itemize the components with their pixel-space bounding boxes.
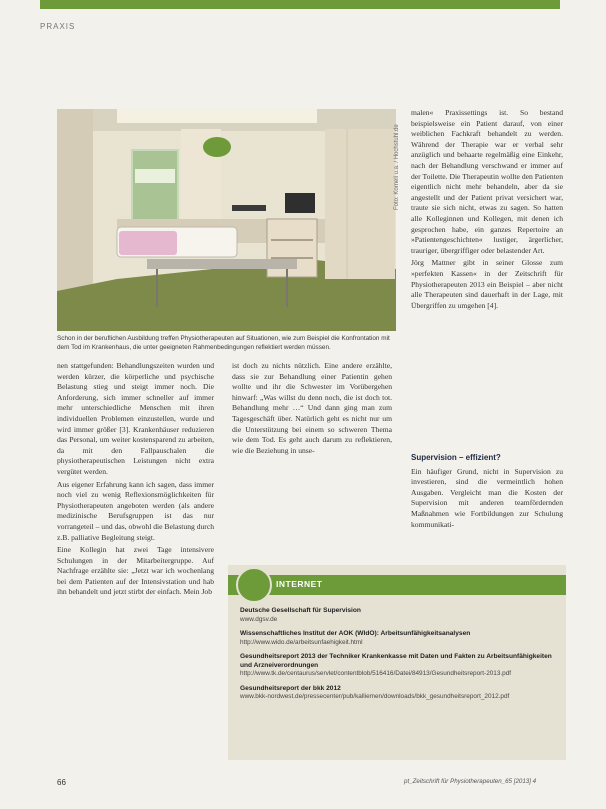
link-url[interactable]: www.bkk-nordwest.de/pressecenter/pub/kalliemen/downloads/bkk_gesundheitsreport_2012.pdf	[240, 693, 510, 700]
link-item	[240, 630, 558, 647]
body-column-1	[57, 361, 214, 600]
link-list	[240, 607, 558, 708]
internet-icon	[236, 567, 272, 603]
infobox-title: INTERNET	[276, 579, 323, 589]
page-number: 66	[57, 778, 66, 787]
header-accent-bar	[40, 0, 560, 9]
hospital-room-illustration	[57, 109, 396, 331]
body-column-3-top	[411, 108, 563, 313]
hospital-room-photo	[57, 109, 396, 331]
link-url[interactable]: www.dgsv.de	[240, 615, 278, 623]
link-title: Gesundheitsreport der bkk 2012	[240, 684, 341, 692]
paragraph: malen« Praxissettings ist. So bestand beispielsweise ein Patient darauf, von einer weiblichen Fachkraft behandelt zu werden. Während der Therapie war er verbal sehr anzüglich und behaarte regelmäßig eine Einkehr, nach der Behandlung verschwand er immer auf der Toilette. Die Therapeutin wollte den Patienten eigentlich nicht mehr behandeln, aber da sie angestellt und der Patient privat versichert war, traute sie sich nicht, etwas zu sagen. So hatten alle Kolleginnen und Kollegen, mit denen ich gesprochen habe, ein ganzes Repertoire an »Patientengeschichten« lustiger, ärgerlicher, trauriger, übergriffiger oder belastender Art.	[411, 108, 563, 255]
figure-caption: Schon in der beruflichen Ausbildung treffen Physiotherapeuten auf Situationen, wie zum Beispiel die Konfrontation mit dem Tod im Krankenhaus, die unter geeigneten Rahmenbedingungen reflektiert werden müssen.	[57, 335, 390, 351]
link-url[interactable]: http://www.wido.de/arbeitsunfaehigkeit.html	[240, 638, 363, 646]
link-item	[240, 607, 558, 624]
body-column-2	[232, 361, 392, 458]
paragraph: ist doch zu nichts nützlich. Eine andere erzählte, dass sie zur Behandlung einer Patientin gehen wollte und ihr die Schwester im Vorübergehen hinwarf: „Was willst du denn noch, die ist doch tot. Behandlung mehr …“ Und dann ging man zum Tagesgeschäft über. Natürlich geht es nicht nur um die Unterstützung bei einem so schweren Thema wie dem Tod. Es geht auch darum zu reflektieren, wie die Beziehung in unse-	[232, 361, 392, 455]
paragraph: Jörg Mattner gibt in seiner Glosse zum »perfekten Kassen« in der Zeitschrift für Physiotherapeuten 2013 ein Beispiel – aber nicht alle Therapeuten sind dauerhaft in der Lage, mit Übergriffen zu umgehen [4].	[411, 258, 563, 310]
journal-footer: pt_Zeitschrift für Physiotherapeuten_65 [2013] 4	[404, 778, 537, 785]
infobox-header	[228, 575, 566, 595]
link-url[interactable]: http://www.tk.de/centaurus/servlet/contentblob/516416/Datei/84913/Gesundheitsreport-2013.pdf	[240, 670, 512, 677]
paragraph: Eine Kollegin hat zwei Tage intensivere Schulungen in der Mitarbeitergruppe. Auf Nachfrage erzählte sie: „Jetzt war ich wochenlang bei dem Patienten auf der Intensivstation und hab ihn behandelt und jetzt stirbt der einfach. Mein Job	[57, 545, 214, 597]
link-title: Wissenschaftliches Institut der AOK (WIdO): Arbeitsunfähigkeitsanalysen	[240, 630, 471, 637]
link-title: Gesundheitsreport 2013 der Techniker Krankenkasse mit Daten und Fakten zu Arbeitsunfähigkeiten und Arzneiverordnungen	[240, 653, 552, 669]
photo-credit: Foto: Korneli u.a. / Hochstuhl.de	[394, 124, 400, 210]
paragraph: Aus eigener Erfahrung kann ich sagen, dass immer noch viel zu wenig Reflexionsmöglichkeiten für Physiotherapeuten angeboten werden (als andere medizinische Berufsgruppen ist das nur vorrangeteil – und das, obwohl die Belastung durch z.B. palliative Begleitung steigt.	[57, 479, 214, 542]
body-column-3-bottom	[411, 453, 563, 532]
link-item	[240, 653, 558, 679]
link-title: Deutsche Gesellschaft für Supervision	[240, 607, 361, 614]
link-item	[240, 685, 558, 702]
paragraph: Ein häufiger Grund, nicht in Supervision zu investieren, sind die vermeintlich hohen Ausgaben. Vergleicht man die Kosten der Supervision mit anderen teamfördernden Maßnahmen wie Fortbildungen zur Schulung kommunikati-	[411, 466, 563, 529]
paragraph: nen stattgefunden: Behandlungszeiten wurden und werden kürzer, die körperliche und psychische Belastung stieg und steigt immer noch. Die Anforderung, sich immer schneller auf immer mehr unterschiedliche Menschen mit ihren individuellen Problemen einzustellen, wurde und wird immer größer [3]. Krankenhäuser reduzieren das Personal, um weiter kostensparend zu arbeiten, da mit den Fallpauschalen die physiotherapeutischen Leistungen nicht extra vergütet werden.	[57, 361, 214, 476]
section-label: PRAXIS	[40, 22, 76, 31]
internet-infobox	[228, 565, 566, 760]
section-subheading: Supervision – effizient?	[411, 453, 501, 462]
